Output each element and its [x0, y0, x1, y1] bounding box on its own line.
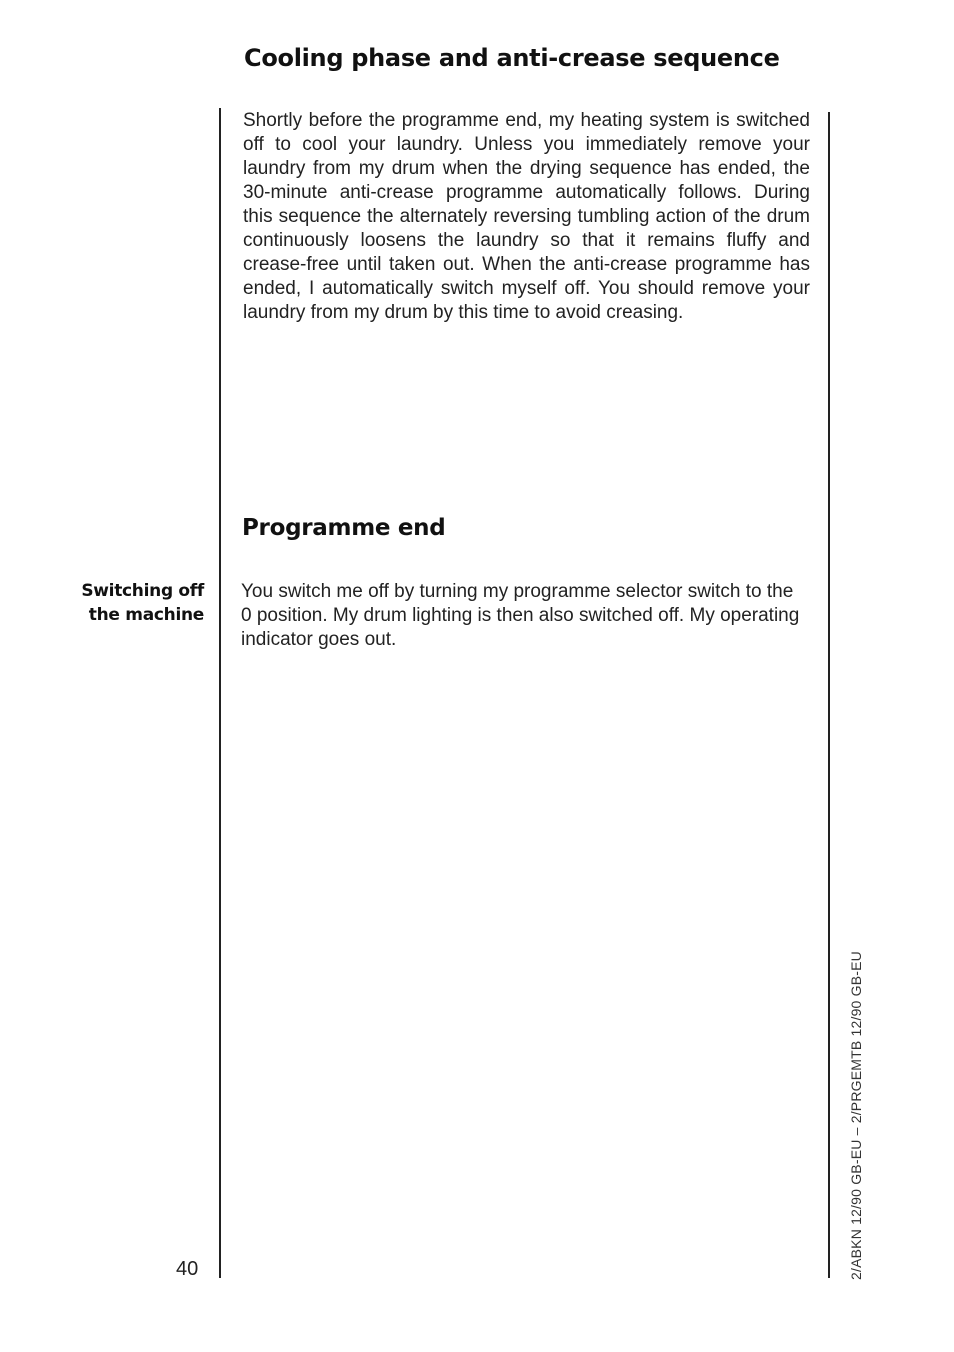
- side-label-switching-off: [40, 579, 204, 627]
- side-label-line: Switching off: [81, 581, 204, 601]
- cooling-paragraph: Shortly before the programme end, my heating system is switched off to cool your laundry. Unless you immediately remove your laundry from my drum when the drying sequence has ended, the 30-minute anti-crease programme automatically follows. During this sequence the alternately reversing tumbling action of the drum continuously loosens the laundry so that it remains fluffy and crease-free until taken out. When the anti-crease programme has ended, I automatically switch myself off. You should remove your laundry from my drum by this time to avoid creasing.: [243, 110, 810, 323]
- side-label-line: the machine: [88, 605, 204, 625]
- page-number: 40: [176, 1258, 199, 1280]
- left-margin-rule: [219, 108, 221, 1278]
- right-margin-rule: [828, 112, 830, 1278]
- section-heading-programme-end: Programme end: [242, 515, 446, 541]
- section-heading-cooling: Cooling phase and anti-crease sequence: [244, 44, 780, 72]
- document-code: 2/ABKN 12/90 GB-EU – 2/PRGEMTB 12/90 GB-EU: [848, 951, 864, 1280]
- programme-end-paragraph: You switch me off by turning my programme selector switch to the 0 position. My drum lighting is then also switched off. My operating indicator goes out.: [241, 581, 800, 650]
